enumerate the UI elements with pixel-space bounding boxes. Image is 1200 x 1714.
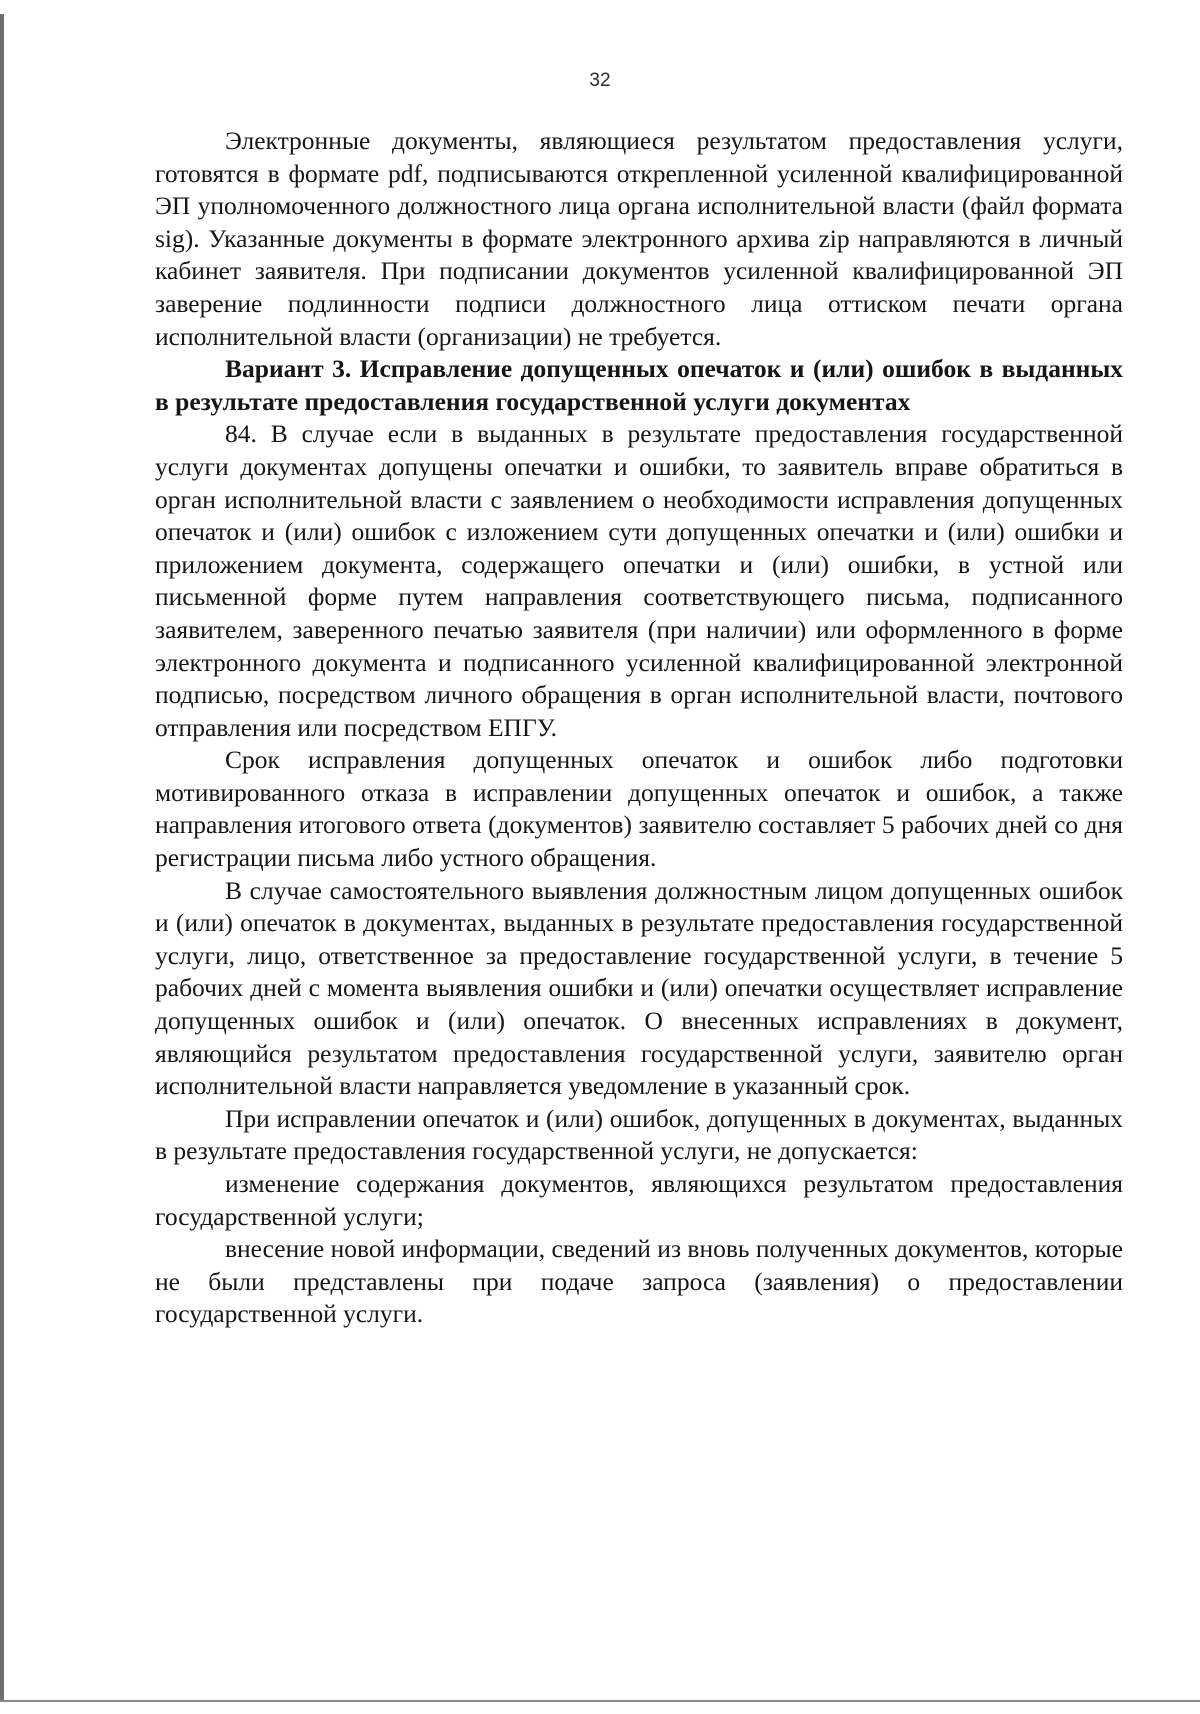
paragraph-intro: Электронные документы, являющиеся результатом предоставления услуги, готовятся в формате pdf, подписываются открепленной усиленной квалифицированной ЭП уполномоченного должностного лица органа исполнительной власти (файл формата sig). Указанные документы в формате электронного архива zip направляются в личный кабинет заявителя. При подписании документов усиленной квалифицированной ЭП заверение подлинности подписи должностного лица оттиском печати органа исполнительной власти (организации) не требуется. — [155, 126, 1123, 351]
list-item-content-change: изменение содержания документов, являющихся результатом предоставления государственной услуги; — [155, 1169, 1123, 1231]
list-item-new-information: внесение новой информации, сведений из вновь полученных документов, которые не были представлены при подаче запроса (заявления) о предоставлении государственной услуги. — [155, 1234, 1123, 1329]
section-heading: Вариант 3. Исправление допущенных опечаток и (или) ошибок в выданных в результате предоставления государственной услуги документах — [155, 354, 1123, 416]
paragraph-84: 84. В случае если в выданных в результате предоставления государственной услуги документах допущены опечатки и ошибки, то заявитель вправе обратиться в орган исполнительной власти с заявлением о необходимости исправления допущенных опечаток и (или) ошибок с изложением сути допущенных опечатки и (или) ошибки и приложением документа, содержащего опечатки и (или) ошибки, в устной или письменной форме путем направления соответствующего письма, подписанного заявителем, заверенного печатью заявителя (при наличии) или оформленного в форме электронного документа и подписанного усиленной квалифицированной электронной подписью, посредством личного обращения в орган исполнительной власти, почтового отправления или посредством ЕПГУ. — [155, 419, 1123, 742]
paragraph-not-allowed: При исправлении опечаток и (или) ошибок, допущенных в документах, выданных в результате предоставления государственной услуги, не допускается: — [155, 1103, 1123, 1166]
paragraph-term: Срок исправления допущенных опечаток и ошибок либо подготовки мотивированного отказа в исправлении допущенных опечаток и ошибок, а также направления итогового ответа (документов) заявителю составляет 5 рабочих дней со дня регистрации письма либо устного обращения. — [155, 745, 1123, 873]
scan-edge-bottom — [0, 1700, 1200, 1702]
scan-edge-left — [0, 14, 4, 1700]
paragraph-self-detection: В случае самостоятельного выявления должностным лицом допущенных ошибок и (или) опечаток в документах, выданных в результате предоставления государственной услуги, лицо, ответственное за предоставление государственной услуги, в течение 5 рабочих дней с момента выявления ошибки и (или) опечатки осуществляет исправление допущенных ошибок и (или) опечаток. О внесенных исправлениях в документ, являющийся результатом предоставления государственной услуги, заявителю орган исполнительной власти направляется уведомление в указанный срок. — [155, 875, 1123, 1101]
page-number: 32 — [589, 70, 611, 91]
document-body — [155, 125, 1123, 1331]
